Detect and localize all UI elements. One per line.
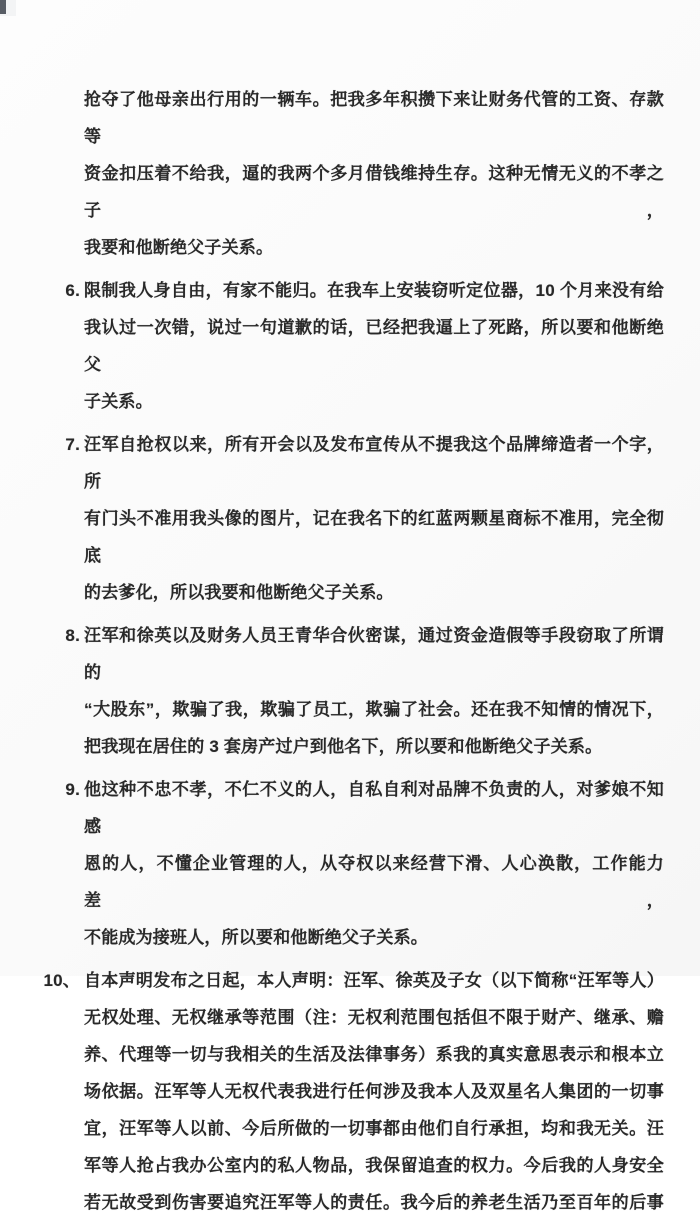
statement-line: 把我现在居住的 3 套房产过户到他名下，所以要和他断绝父子关系。 [84, 737, 603, 756]
statement-line: 汪军和徐英以及财务人员王青华合伙密谋，通过资金造假等手段窃取了所谓的 [84, 626, 664, 682]
statement-line: 若无故受到伤害要追究汪军等人的责任。我今后的养老生活乃至百年的后事 [84, 1193, 664, 1212]
item-number: 9. [65, 780, 80, 799]
statement-item [0, 426, 664, 611]
statement-line: 汪军自抢权以来，所有开会以及发布宣传从不提我这个品牌缔造者一个字，所 [84, 435, 664, 491]
statement-line: 有门头不准用我头像的图片，记在我名下的红蓝两颗星商标不准用，完全彻底 [84, 509, 664, 565]
statement-line: 我要和他断绝父子关系。 [84, 238, 274, 257]
statement-item [0, 617, 664, 765]
statement-line: 养、代理等一切与我相关的生活及法律事务）系我的真实意思表示和根本立 [84, 1045, 664, 1064]
statement-item [0, 771, 664, 956]
statement-line: 场依据。汪军等人无权代表我进行任何涉及我本人及双星名人集团的一切事 [84, 1082, 664, 1101]
statement-list [0, 81, 700, 1221]
statement-line: 限制我人身自由，有家不能归。在我车上安装窃听定位器，10 个月来没有给 [84, 281, 664, 300]
statement-item [0, 272, 664, 420]
statement-line: 的去爹化，所以我要和他断绝父子关系。 [84, 583, 394, 602]
statement-line: 恩的人，不懂企业管理的人，从夺权以来经营下滑、人心涣散，工作能力差， [84, 854, 664, 910]
statement-item [0, 81, 664, 266]
statement-line: 抢夺了他母亲出行用的一辆车。把我多年积攒下来让财务代管的工资、存款等 [84, 90, 664, 146]
statement-line: 他这种不忠不孝，不仁不义的人，自私自利对品牌不负责的人，对爹娘不知感 [84, 780, 664, 836]
statement-line: 子关系。 [84, 392, 153, 411]
statement-line: 无权处理、无权继承等范围（注：无权利范围包括但不限于财产、继承、赡 [84, 1008, 664, 1027]
statement-line: 我认过一次错，说过一句道歉的话，已经把我逼上了死路，所以要和他断绝父 [84, 318, 664, 374]
statement-line: 自本声明发布之日起，本人声明：汪军、徐英及子女（以下简称“汪军等人） [84, 971, 664, 990]
scan-artifact-mark [0, 0, 6, 14]
statement-line: 宜，汪军等人以前、今后所做的一切事都由他们自行承担，均和我无关。汪 [84, 1119, 664, 1138]
item-number: 6. [65, 281, 80, 300]
statement-item [0, 962, 664, 1221]
statement-line: 资金扣压着不给我，逼的我两个多月借钱维持生存。这种无情无义的不孝之子， [84, 164, 664, 220]
statement-line: “大股东”，欺骗了我，欺骗了员工，欺骗了社会。还在我不知情的情况下， [84, 700, 664, 719]
item-number: 10、 [43, 971, 80, 990]
item-number: 8. [65, 626, 80, 645]
statement-line: 不能成为接班人，所以要和他断绝父子关系。 [84, 928, 428, 947]
statement-line: 军等人抢占我办公室内的私人物品，我保留追查的权力。今后我的人身安全 [84, 1156, 664, 1175]
item-number: 7. [65, 435, 80, 454]
